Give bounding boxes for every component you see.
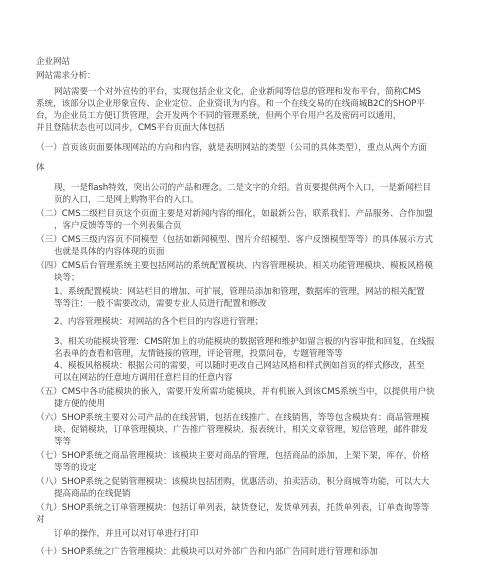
section-8-line: （八）SHOP系统之促销管理模块：该模块包括团购，优惠活动，拍卖活动，积分商城等功能，可以大大 <box>36 477 430 487</box>
section-4-line: 等等注：一般不需要改动，需要专业人员进行配置和修改 <box>54 299 267 309</box>
section-10-line: （十）SHOP系统之广告管理模块：此模块可以对外部广告和内部广告同时进行管理和添加 <box>36 547 378 557</box>
intro-line: 网站需要一个对外宣传的平台，实现包括企业文化，企业新闻等信息的管理和发布平台，简称CMS <box>54 87 421 97</box>
section-4-line: 2、内容管理模块：对网站的各个栏目的内容进行管理； <box>54 317 264 327</box>
intro-line: 并且登陆状态也可以同步，CMS平台页面大体包括 <box>36 123 225 133</box>
section-6-line: 等等 <box>54 437 71 447</box>
section-4-line: 名表单的查看和管理，友情链接的管理，评论管理，投票问卷，专题管理等等 <box>54 349 343 359</box>
doc-title: 企业网站 <box>36 57 70 67</box>
section-6-line: （六）SHOP系统主要对公司产品的在线营销，包括在线推广、在线销售，等等包含模块有：商品管理模 <box>36 413 430 423</box>
section-1-line: （一）首页该页面要体现网站的方向和内容，就是表明网站的类型（公司的具体类型），重点从两个方面 <box>36 143 428 153</box>
intro-line: 台，为企业员工方便订货管理，会开发两个不同的管理系统，但两个平台用户名及密码可以通用， <box>36 111 402 121</box>
section-8-line: 提高商品的在线促销 <box>54 489 131 499</box>
section-6-line: 块、促销模块，订单管理模块、广告推广管理模块、报表统计，相关文章管理，短信管理，邮件群发 <box>54 425 428 435</box>
section-2-line: （二）CMS二级栏目页这个页面主要是对新闻内容的细化，如最新公告，联系我们、产品服务、合作加盟 <box>36 209 433 219</box>
section-4-line: （四）CMS后台管理系统主要包括网站的系统配置模块、内容管理模块、相关功能管理模块、模板风格模 <box>36 261 433 271</box>
section-4-line: 3、相关功能模块管理：CMS附加上的功能模块的数据管理和维护如留言板的内容审批和回复，在线报 <box>54 337 435 347</box>
section-4-line: 块等； <box>54 273 80 283</box>
section-7-line: 等等的设定 <box>54 463 97 473</box>
section-4-line: 4、模板风格模块：根据公司的需要，可以随时更改自己网站风格和样式例如首页的样式修改，甚至 <box>54 361 425 371</box>
section-1-line: 现，一是flash特效，突出公司的产品和理念。二是文字的介绍。首页要提供两个入口，一是新闻栏目 <box>54 183 431 193</box>
intro-line: 系统，该部分以企业形象宣传、企业定位、企业资讯为内容。和一个在线交易的在线商城B2C的SHOP平 <box>36 99 425 109</box>
section-1-line: 体 <box>36 163 45 173</box>
section-4-line: 1、系统配置模块：网站栏目的增加、可扩展，管理员添加和管理，数据库的管理，网站的相关配置 <box>54 287 425 297</box>
section-9-line: （九）SHOP系统之订单管理模块：包括订单列表，缺货登记，发货单列表，托货单列表，订单查询等等 <box>36 503 430 513</box>
section-9-line: 订单的操作，并且可以对订单进行打印 <box>54 529 199 539</box>
section-7-line: （七）SHOP系统之商品管理模块：该模块主要对商品的管理，包括商品的添加，上架下架，库存，价格 <box>36 451 430 461</box>
section-4-line: 可以在网站的任意地方调用任意栏目的任意内容 <box>54 373 233 383</box>
section-1-line: 页的入口，二是网上购物平台的入口。 <box>54 195 199 205</box>
section-3-line: （三）CMS三级内容页不同模型（包括如新闻模型、图片介绍模型、客户反馈模型等等）的具体展示方式 <box>36 235 433 245</box>
doc-subtitle: 网站需求分析： <box>36 71 96 81</box>
section-5-line: （五）CMS中各功能模块的嵌入，需要开发所需功能模块，并有机嵌入到该CMS系统当中，以提供用户快 <box>36 387 435 397</box>
section-9-line: 对 <box>36 515 45 525</box>
section-5-line: 捷方便的使用 <box>54 399 105 409</box>
section-2-line: ，客户反馈等等的一个列表集合页 <box>54 221 182 231</box>
section-3-line: 也就是具体的内容体现的页面 <box>54 247 165 257</box>
